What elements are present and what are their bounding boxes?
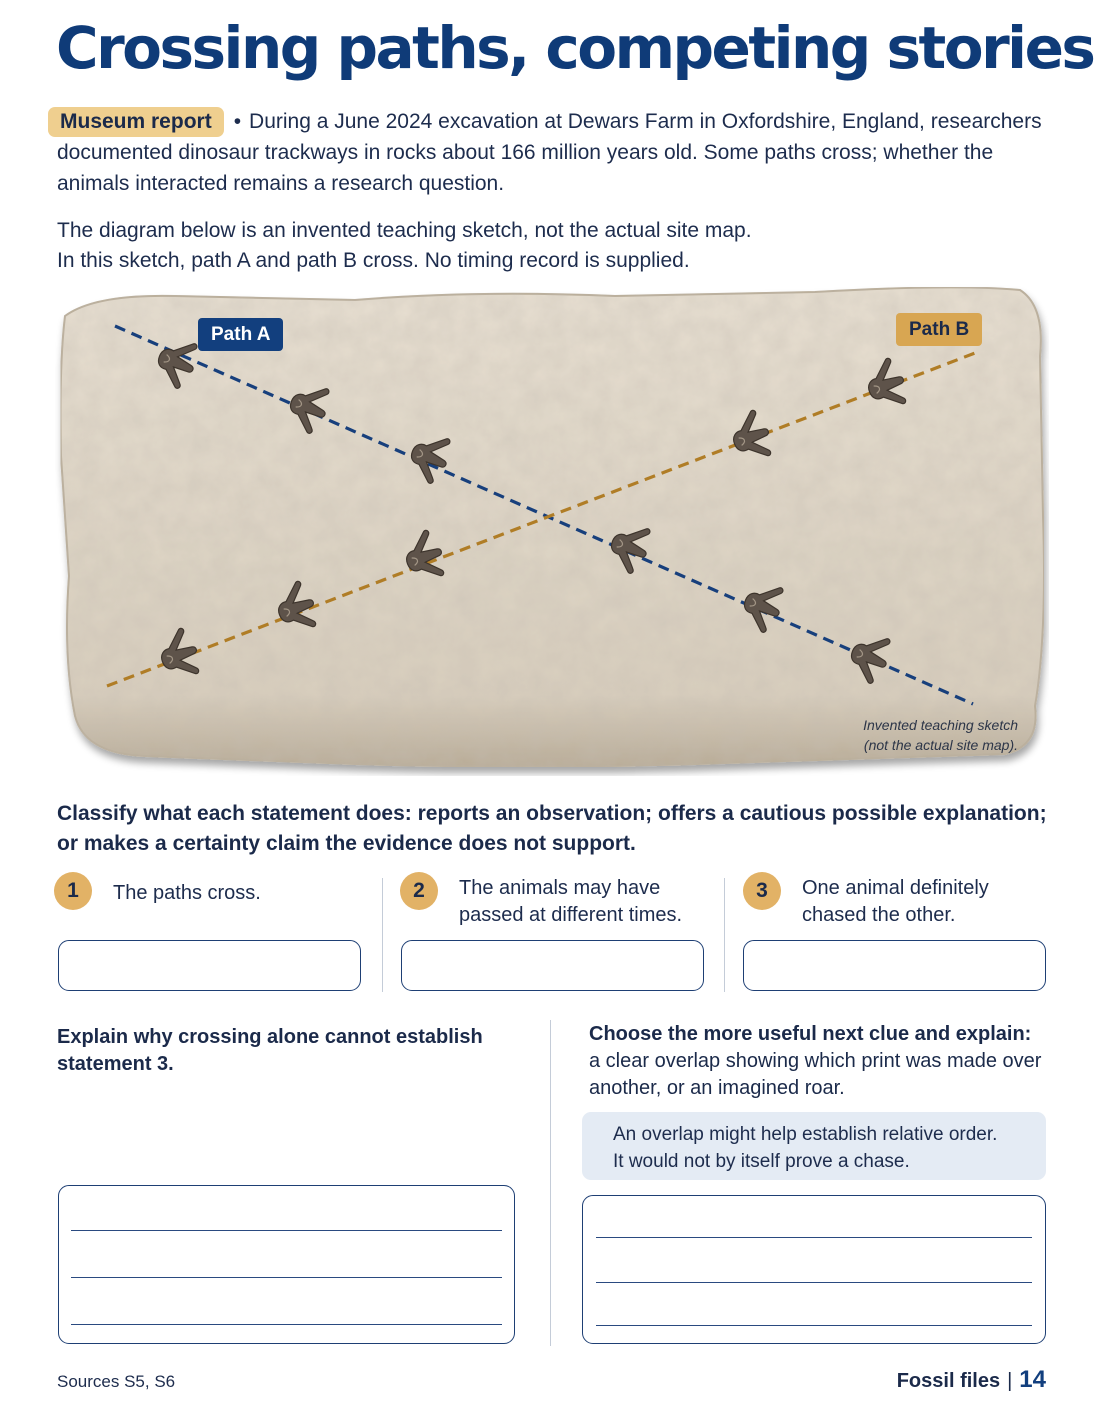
page-number: 14 [1019,1366,1046,1393]
column-divider [382,878,383,992]
sketch-caption-line-2: (not the actual site map). [863,737,1018,753]
stone-slab [61,287,1045,766]
classify-text: Classify what each statement does: reports an observation; offers a cautious possible explanation; or makes a certainty claim the evidence does not support. [57,802,1047,855]
writing-line [596,1237,1032,1238]
column-divider [550,1020,551,1346]
answer-box-1[interactable] [58,940,361,991]
statement-number-1: 1 [54,872,92,910]
path-a-label: Path A [198,318,283,351]
diagram-note-line-2: In this sketch, path A and path B cross. No timing record is supplied. [57,249,690,272]
column-divider [724,878,725,992]
answer-box-2[interactable] [401,940,704,991]
museum-report-badge: Museum report [48,107,224,137]
sources-note: Sources S5, S6 [57,1372,176,1391]
clue-prompt-rest: a clear overlap showing which print was made over another, or an imagined roar. [589,1050,1042,1099]
explain-prompt: Explain why crossing alone cannot establish statement 3. [57,1026,483,1075]
intro-paragraph [57,106,1057,199]
path-b-label: Path B [896,313,982,346]
sketch-caption-line-1: Invented teaching sketch [863,717,1018,733]
sketch-caption [810,715,1018,755]
statement-text-2: The animals may have passed at different times. [459,877,683,926]
intro-text: During a June 2024 excavation at Dewars Farm in Oxfordshire, England, researchers documented dinosaur trackways in rocks about 166 million years old. Some paths cross; whether the animals interacted remains a research question. [57,110,1042,195]
clue-prompt [589,1021,1049,1102]
bullet-icon: • [233,110,242,133]
diagram-note-line-1: The diagram below is an invented teaching sketch, not the actual site map. [57,219,752,242]
section-name: Fossil files [896,1370,1001,1392]
classify-instructions [57,799,1057,859]
hint-box [582,1112,1046,1180]
explain-writing-box[interactable] [58,1185,515,1344]
writing-line [71,1230,502,1231]
hint-line-2: It would not by itself prove a chase. [613,1151,910,1172]
writing-line [71,1277,502,1278]
page-title: Crossing paths, competing stories [56,14,1094,82]
answer-box-3[interactable] [743,940,1046,991]
statement-text-3: One animal definitely chased the other. [802,877,989,926]
writing-line [71,1324,502,1325]
statement-number-3: 3 [743,872,781,910]
writing-line [596,1325,1032,1326]
trackway-diagram [55,276,1049,776]
statement-number-2: 2 [400,872,438,910]
clue-writing-box[interactable] [582,1195,1046,1344]
page-footer [897,1366,1046,1394]
diagram-note [57,216,1057,276]
writing-line [596,1282,1032,1283]
clue-prompt-bold: Choose the more useful next clue and explain: [589,1023,1032,1045]
hint-line-1: An overlap might help establish relative order. [613,1124,998,1145]
statement-text-1: The paths cross. [113,882,261,904]
footer-separator: | [1007,1370,1013,1392]
